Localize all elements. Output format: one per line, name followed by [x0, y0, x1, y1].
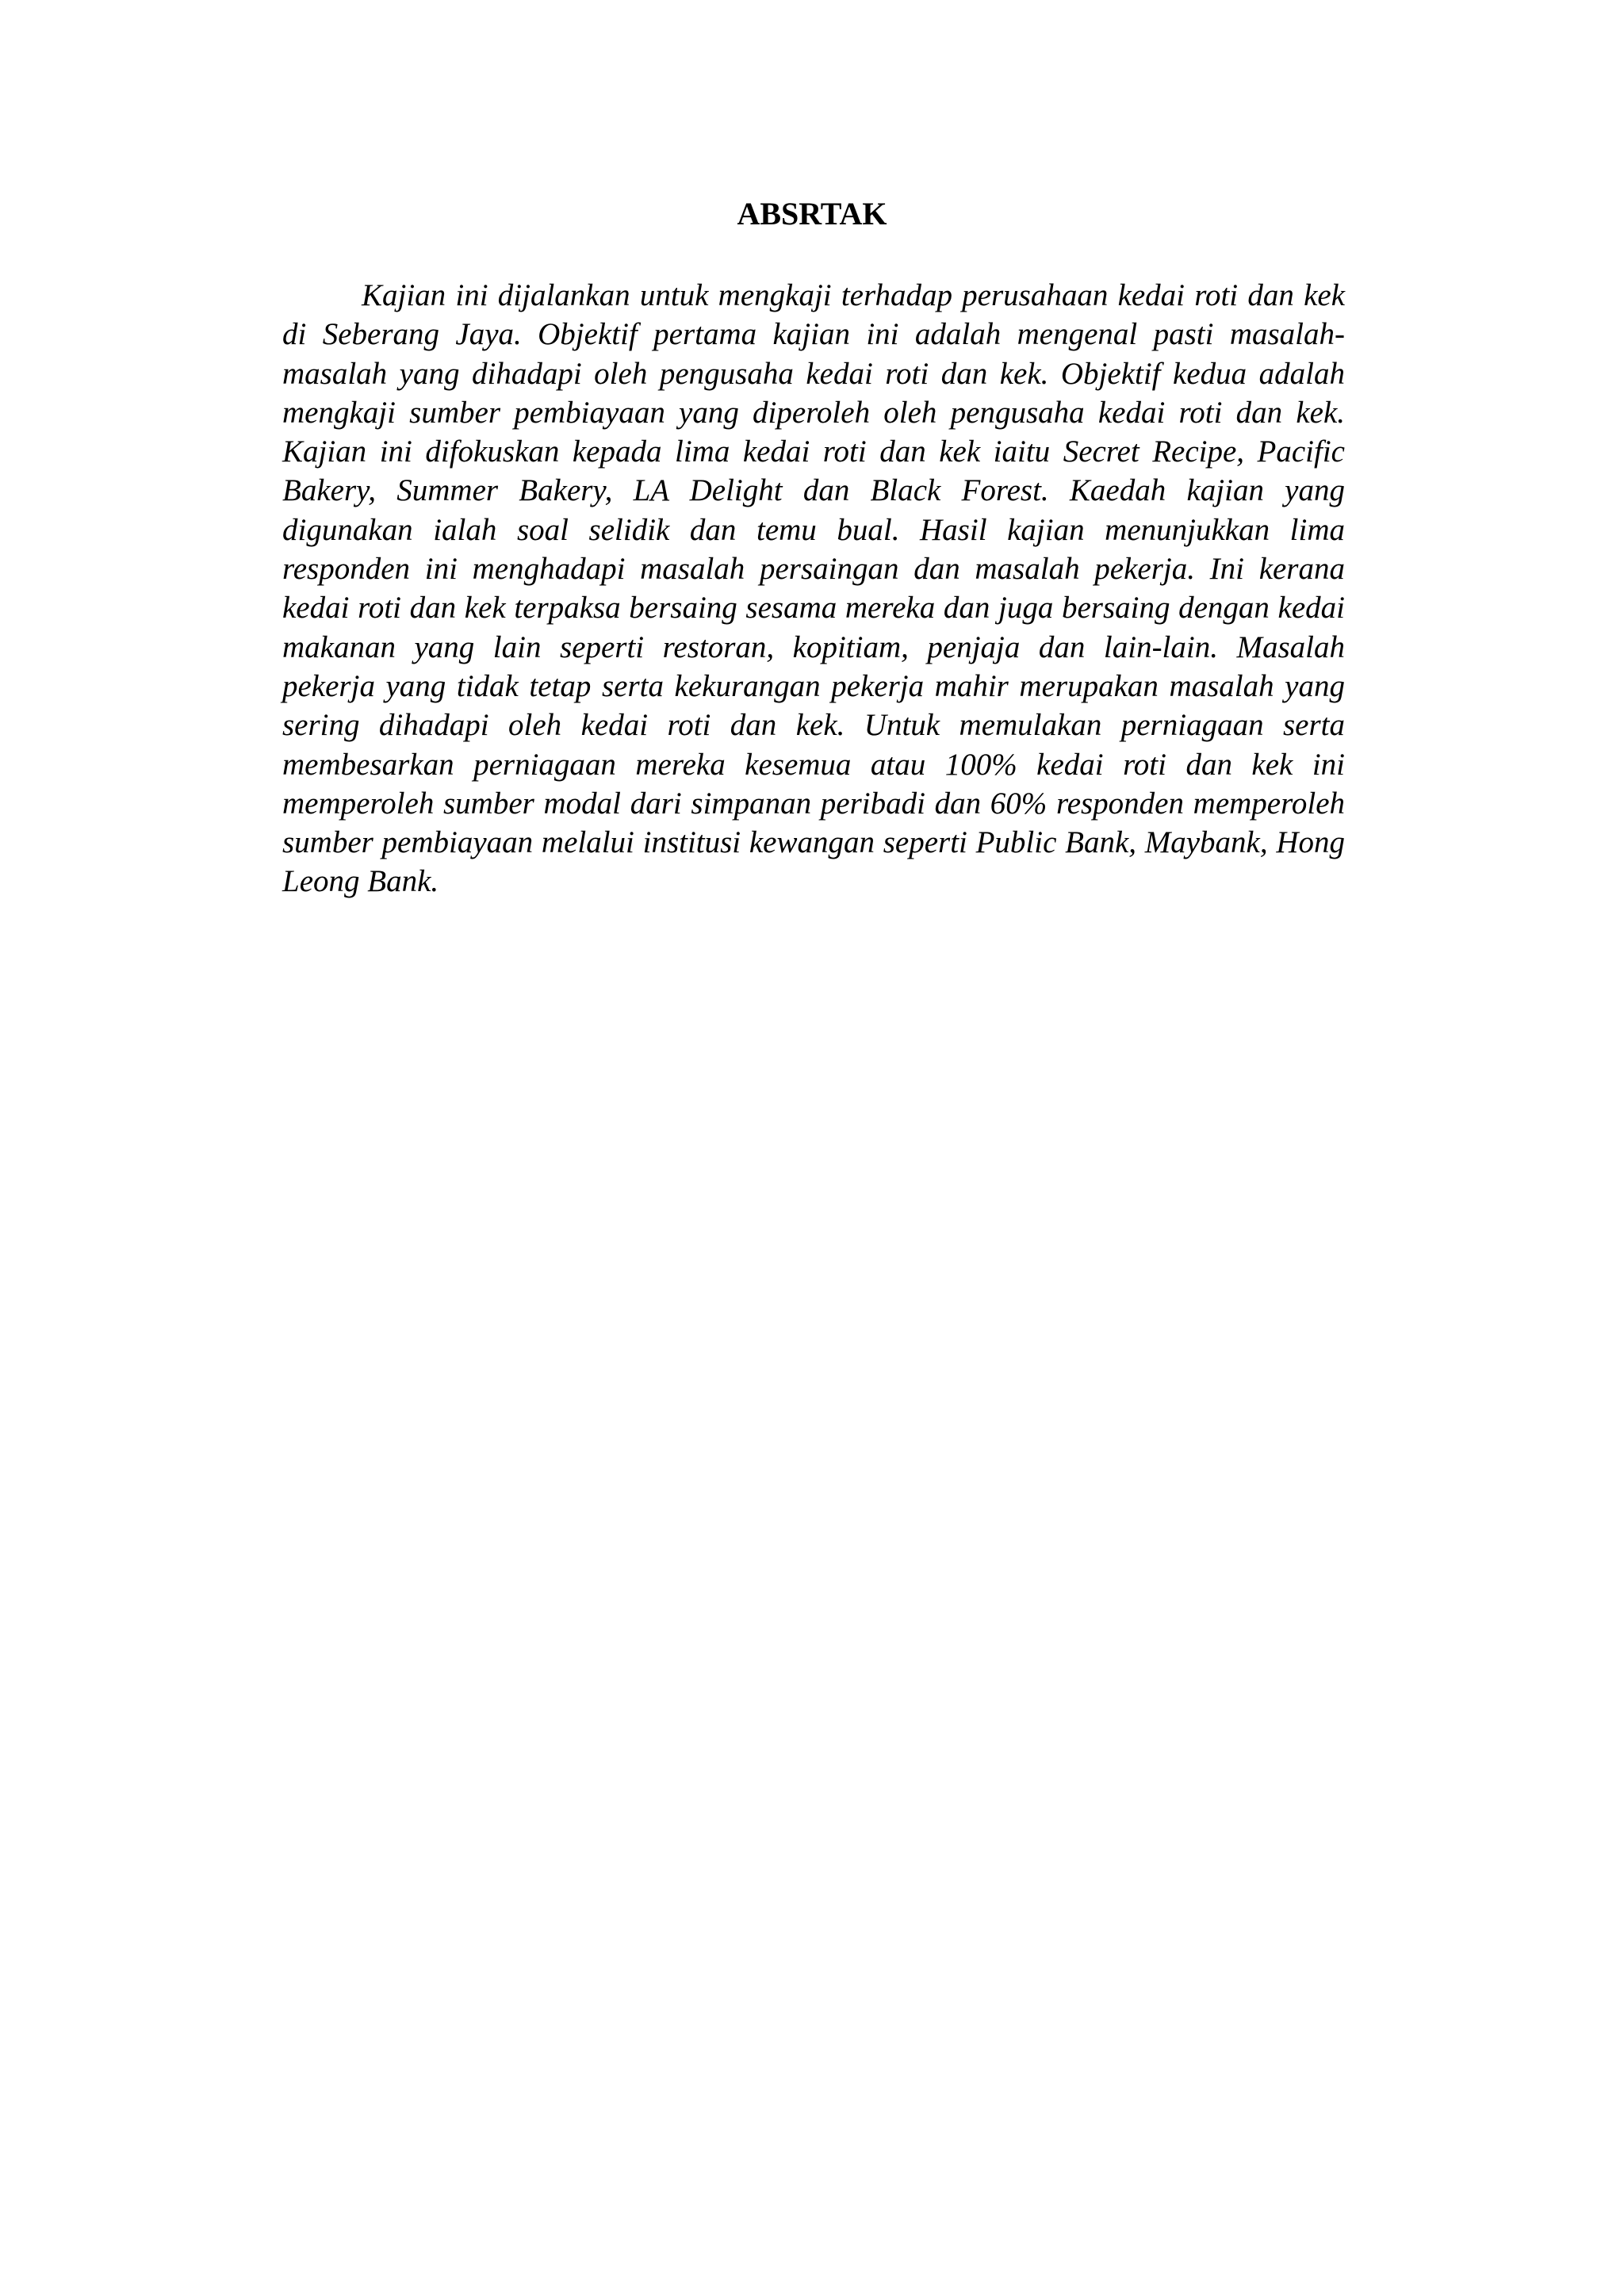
- abstract-paragraph: Kajian ini dijalankan untuk mengkaji terhadap perusahaan kedai roti dan kek di Seberang Jaya. Objektif pertama kajian ini adalah mengenal pasti masalah-masalah yang dihadapi oleh pengusaha kedai roti dan kek. Objektif kedua adalah mengkaji sumber pembiayaan yang diperoleh oleh pengusaha kedai roti dan kek. Kajian ini difokuskan kepada lima kedai roti dan kek iaitu Secret Recipe, Pacific Bakery, Summer Bakery, LA Delight dan Black Forest. Kaedah kajian yang digunakan ialah soal selidik dan temu bual. Hasil kajian menunjukkan lima responden ini menghadapi masalah persaingan dan masalah pekerja. Ini kerana kedai roti dan kek terpaksa bersaing sesama mereka dan juga bersaing dengan kedai makanan yang lain seperti restoran, kopitiam, penjaja dan lain-lain. Masalah pekerja yang tidak tetap serta kekurangan pekerja mahir merupakan masalah yang sering dihadapi oleh kedai roti dan kek. Untuk memulakan perniagaan serta membesarkan perniagaan mereka kesemua atau 100% kedai roti dan kek ini memperoleh sumber modal dari simpanan peribadi dan 60% responden memperoleh sumber pembiayaan melalui institusi kewangan seperti Public Bank, Maybank, Hong Leong Bank.: [282, 278, 1345, 899]
- page-title: ABSRTAK: [737, 196, 887, 232]
